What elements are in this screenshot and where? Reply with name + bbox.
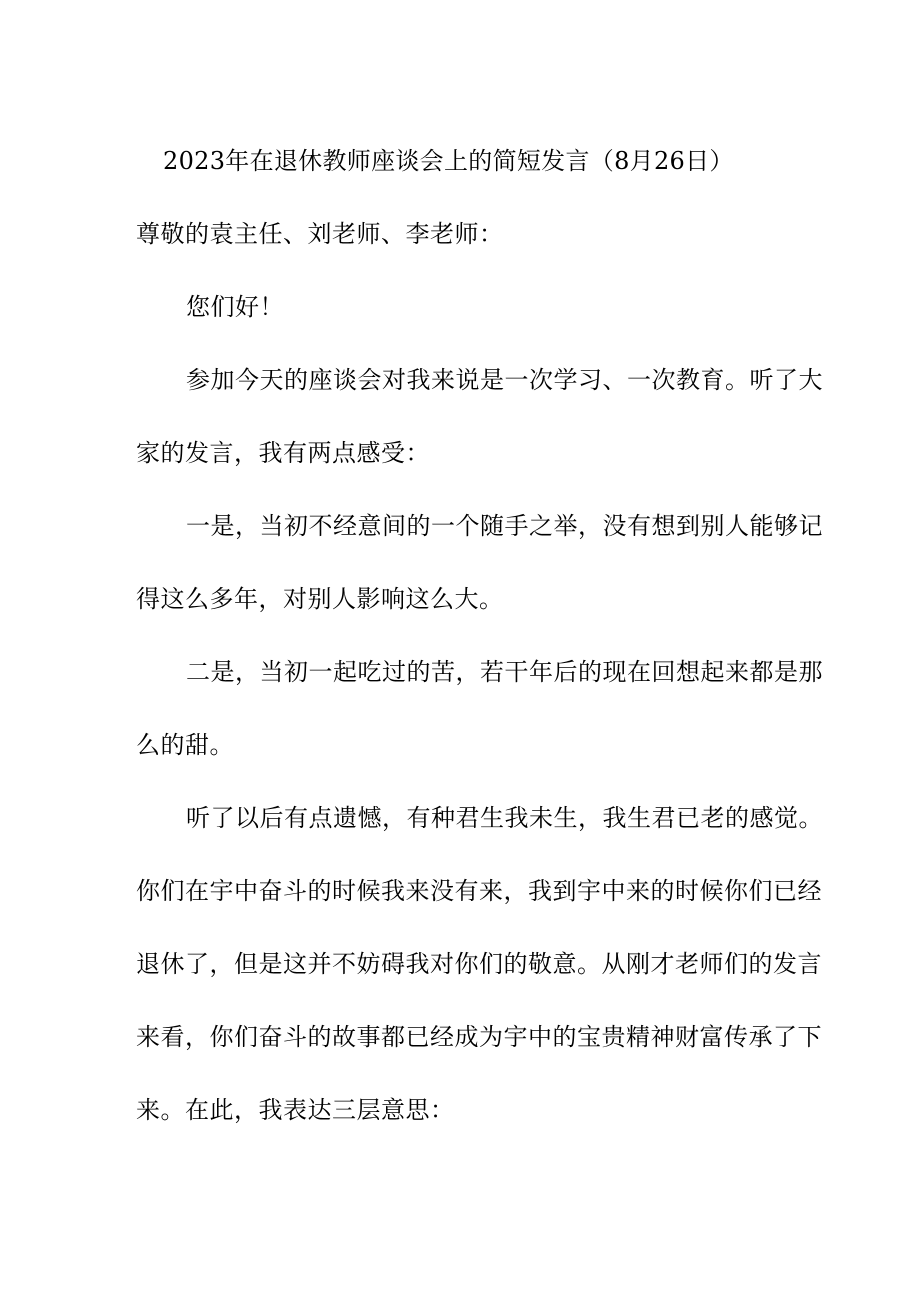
paragraph-line: 么的甜。 bbox=[136, 731, 234, 759]
paragraph-line: 听了以后有点遗憾，有种君生我未生，我生君已老的感觉。 bbox=[186, 804, 823, 832]
paragraph-line: 一是，当初不经意间的一个随手之举，没有想到别人能够记 bbox=[186, 512, 823, 540]
paragraph-line: 你们在宇中奋斗的时候我来没有来，我到宇中来的时候你们已经 bbox=[136, 877, 822, 905]
salutation: 尊敬的袁主任、刘老师、李老师： bbox=[136, 220, 504, 248]
paragraph-line: 参加今天的座谈会对我来说是一次学习、一次教育。听了大 bbox=[186, 366, 823, 394]
paragraph-line: 家的发言，我有两点感受： bbox=[136, 439, 430, 467]
greeting-line: 您们好！ bbox=[186, 293, 284, 321]
paragraph-line: 来看，你们奋斗的故事都已经成为宇中的宝贵精神财富传承了下 bbox=[136, 1023, 822, 1051]
paragraph-line: 二是，当初一起吃过的苦，若干年后的现在回想起来都是那 bbox=[186, 658, 823, 686]
document-title: 2023年在退休教师座谈会上的简短发言（8月26日） bbox=[163, 147, 734, 175]
paragraph-line: 退休了，但是这并不妨碍我对你们的敬意。从刚才老师们的发言 bbox=[136, 950, 822, 978]
paragraph-line: 来。在此，我表达三层意思： bbox=[136, 1096, 455, 1124]
paragraph-line: 得这么多年，对别人影响这么大。 bbox=[136, 585, 504, 613]
